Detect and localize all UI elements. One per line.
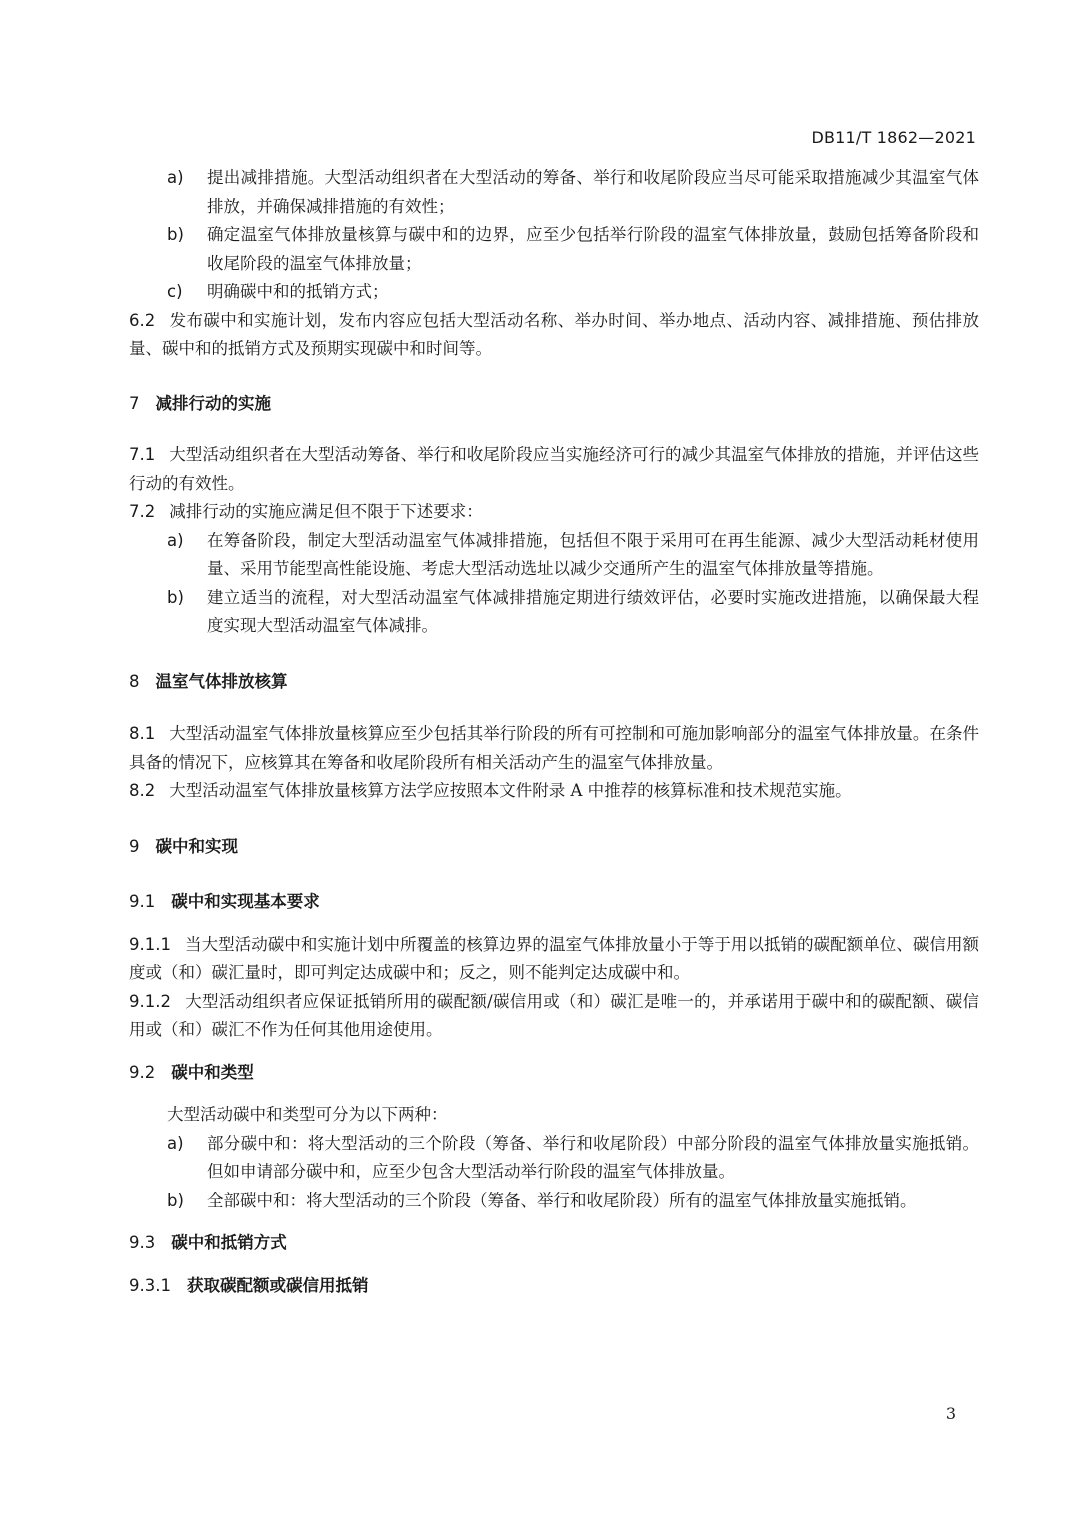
clause-number: 9.1.1 — [129, 934, 171, 954]
list-text: 提出减排措施。大型活动组织者在大型活动的筹备、举行和收尾阶段应当尽可能采取措施减少其温室气体排放，并确保减排措施的有效性； — [207, 168, 979, 216]
clause-number: 7.2 — [129, 502, 156, 521]
section-number: 7 — [129, 393, 140, 413]
subsection-heading-9-3 — [129, 1229, 979, 1258]
subsection-heading-9-1 — [129, 888, 979, 917]
section-title: 碳中和实现 — [155, 836, 238, 856]
clause-number: 9.1.2 — [129, 991, 171, 1011]
clause-number: 7.1 — [129, 445, 156, 464]
list-item-9-2-a — [129, 1130, 979, 1187]
list-text: 明确碳中和的抵销方式； — [207, 282, 389, 301]
section-number: 8 — [129, 671, 140, 691]
list-label: c) — [167, 282, 183, 301]
section-title: 减排行动的实施 — [155, 393, 271, 413]
clause-7-2 — [129, 498, 979, 527]
subsection-number: 9.3.1 — [129, 1275, 171, 1295]
list-label: b) — [167, 587, 184, 607]
clause-text: 减排行动的实施应满足但不限于下述要求： — [169, 502, 483, 521]
clause-number: 8.1 — [129, 724, 156, 743]
list-label: a) — [167, 168, 184, 187]
subsection-title: 碳中和抵销方式 — [171, 1233, 287, 1252]
document-code-header: DB11/T 1862—2021 — [811, 128, 976, 147]
subsection-number: 9.1 — [129, 892, 156, 911]
list-text: 部分碳中和：将大型活动的三个阶段（筹备、举行和收尾阶段）中部分阶段的温室气体排放量实施抵销。但如申请部分碳中和，应至少包含大型活动举行阶段的温室气体排放量。 — [207, 1133, 979, 1181]
clause-text: 大型活动温室气体排放量核算方法学应按照本文件附录 A 中推荐的核算标准和技术规范实施。 — [169, 781, 852, 800]
list-label: b) — [167, 1190, 184, 1210]
subsection-number: 9.3 — [129, 1233, 156, 1252]
clause-9-1-1 — [129, 931, 979, 988]
document-body — [129, 164, 979, 1300]
clause-8-1 — [129, 720, 979, 777]
list-item-6-c — [129, 278, 979, 307]
list-text: 建立适当的流程，对大型活动温室气体减排措施定期进行绩效评估，必要时实施改进措施，以确保最大程度实现大型活动温室气体减排。 — [207, 587, 979, 635]
clause-number: 6.2 — [129, 310, 156, 330]
clause-text: 大型活动组织者在大型活动筹备、举行和收尾阶段应当实施经济可行的减少其温室气体排放的措施，并评估这些行动的有效性。 — [129, 445, 979, 493]
section-title: 温室气体排放核算 — [155, 671, 288, 691]
section-number: 9 — [129, 836, 140, 856]
subsection-title: 碳中和类型 — [171, 1062, 254, 1082]
list-item-7-a — [129, 527, 979, 584]
clause-9-1-2 — [129, 988, 979, 1045]
page-number: 3 — [945, 1404, 956, 1423]
list-label: a) — [167, 530, 184, 550]
subsection-number: 9.2 — [129, 1062, 156, 1082]
clause-number: 8.2 — [129, 781, 156, 800]
subsection-heading-9-2 — [129, 1059, 979, 1088]
subsection-title: 获取碳配额或碳信用抵销 — [186, 1275, 369, 1295]
list-text: 在筹备阶段，制定大型活动温室气体减排措施，包括但不限于采用可在再生能源、减少大型活动耗材使用量、采用节能型高性能设施、考虑大型活动选址以减少交通所产生的温室气体排放量等措施。 — [207, 530, 979, 578]
clause-7-1 — [129, 441, 979, 498]
list-item-9-2-b — [129, 1187, 979, 1216]
clause-text: 大型活动温室气体排放量核算应至少包括其举行阶段的所有可控制和可施加影响部分的温室气体排放量。在条件具备的情况下，应核算其在筹备和收尾阶段所有相关活动产生的温室气体排放量。 — [129, 724, 979, 772]
section-heading-7 — [129, 390, 979, 419]
list-text: 全部碳中和：将大型活动的三个阶段（筹备、举行和收尾阶段）所有的温室气体排放量实施抵销。 — [207, 1190, 917, 1210]
list-item-7-b — [129, 584, 979, 641]
list-label: b) — [167, 225, 184, 244]
section-heading-8 — [129, 668, 979, 697]
clause-text: 大型活动组织者应保证抵销所用的碳配额/碳信用或（和）碳汇是唯一的，并承诺用于碳中和的碳配额、碳信用或（和）碳汇不作为任何其他用途使用。 — [129, 991, 979, 1039]
list-text: 确定温室气体排放量核算与碳中和的边界，应至少包括举行阶段的温室气体排放量，鼓励包括筹备阶段和收尾阶段的温室气体排放量； — [207, 225, 979, 273]
list-label: a) — [167, 1133, 184, 1153]
clause-8-2 — [129, 777, 979, 806]
subsection-heading-9-3-1 — [129, 1272, 979, 1301]
list-item-6-b — [129, 221, 979, 278]
clause-text: 当大型活动碳中和实施计划中所覆盖的核算边界的温室气体排放量小于等于用以抵销的碳配额单位、碳信用额度或（和）碳汇量时，即可判定达成碳中和；反之，则不能判定达成碳中和。 — [129, 934, 979, 982]
clause-6-2 — [129, 307, 979, 364]
clause-text: 发布碳中和实施计划，发布内容应包括大型活动名称、举办时间、举办地点、活动内容、减排措施、预估排放量、碳中和的抵销方式及预期实现碳中和时间等。 — [129, 310, 979, 358]
list-item-6-a — [129, 164, 979, 221]
subsection-title: 碳中和实现基本要求 — [171, 892, 320, 911]
section-heading-9 — [129, 833, 979, 862]
clause-9-2-intro: 大型活动碳中和类型可分为以下两种： — [167, 1105, 448, 1124]
